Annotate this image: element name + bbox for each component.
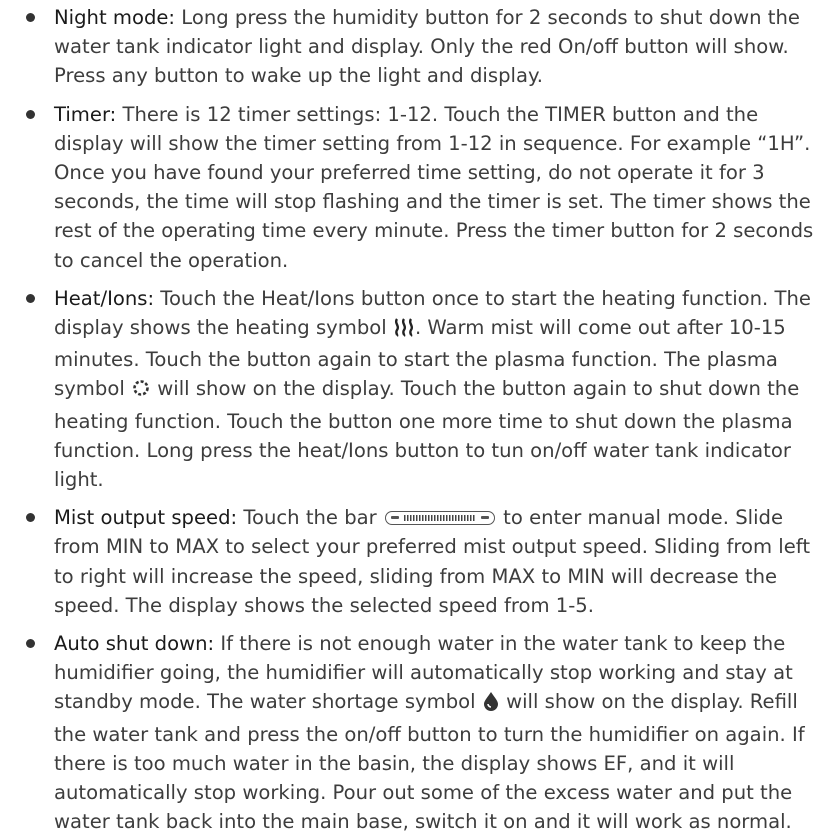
instruction-list [16, 3, 817, 836]
item-term: Night mode: [54, 6, 176, 29]
item-text: . Warm mist will come out after 10-15 minutes. Touch the button again to start the plasma function. The plasma symbol [54, 316, 786, 401]
item-text: Touch the bar [237, 506, 383, 530]
list-item-timer [16, 100, 817, 275]
item-term: Timer: [54, 102, 117, 126]
item-term: Heat/Ions: [54, 286, 155, 310]
item-text: If there is not enough water in the water tank to keep the humidifier going, the humidifier will automatically stop working and stay at standby mode. The water shortage symbol [54, 632, 793, 714]
list-item-night-mode [16, 3, 817, 91]
item-text: Long press the humidity button for 2 seconds to shut down the water tank indicator light and display. Only the red On/off button will show. Press any button to wake up the light and display. [54, 6, 800, 88]
item-term: Auto shut down: [54, 632, 215, 656]
list-item-heat-ions [16, 284, 817, 494]
bullet-icon [26, 294, 35, 303]
bullet-icon [26, 110, 35, 119]
plasma-symbol-icon [131, 377, 151, 406]
heating-symbol-icon [393, 316, 415, 345]
mist-speed-bar-icon [385, 511, 495, 525]
list-item-auto-shut-down [16, 629, 817, 836]
bullet-icon [26, 513, 35, 522]
item-text: will show on the display. Refill the water tank and press the on/off button to turn the humidifier on again. If there is too much water in the basin, the display shows EF, and it will automatically stop working. Pour out some of the excess water and put the water tank back into the main base, switch it on and it will work as normal. [54, 690, 805, 834]
bullet-icon [26, 13, 35, 22]
item-term: Mist output speed: [54, 506, 238, 530]
item-text: will show on the display. Touch the button again to shut down the heating function. Touch the button one more time to shut down the plasma function. Long press the heat/Ions button to tun on/off water tank indicator light. [54, 377, 800, 492]
list-item-mist-output-speed [16, 503, 817, 620]
item-text: Touch the Heat/Ions button once to start the heating function. The display shows the heating symbol [54, 286, 811, 340]
item-text: to enter manual mode. Slide from MIN to MAX to select your preferred mist output speed. Sliding from left to right will increase the speed, sliding from MAX to MIN will decrease the speed. The display shows the selected speed from 1-5. [54, 506, 811, 617]
bullet-icon [26, 639, 35, 648]
water-shortage-icon [482, 690, 500, 719]
item-text: There is 12 timer settings: 1-12. Touch the TIMER button and the display will show the timer setting from 1-12 in sequence. For example “1H”. Once you have found your preferred time setting, do not operate it for 3 seconds, the time will stop flashing and the timer is set. The timer shows the rest of the operating time every minute. Press the timer button for 2 seconds to cancel the operation. [54, 102, 814, 272]
